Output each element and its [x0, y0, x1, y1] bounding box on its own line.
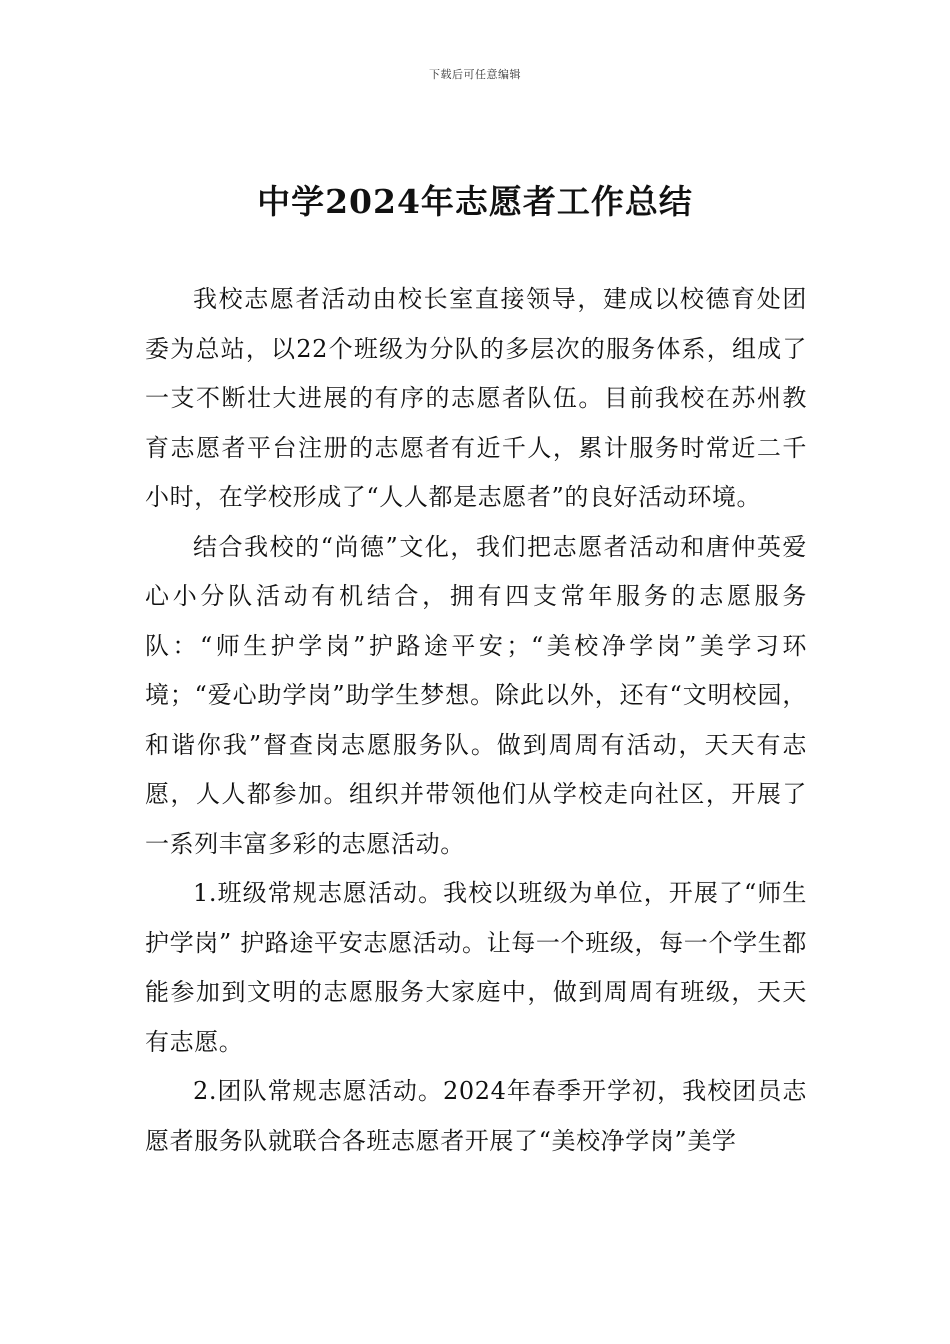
page-header-note: 下载后可任意编辑 [429, 68, 521, 81]
document-body [145, 275, 807, 1166]
paragraph-team-activities: 2.团队常规志愿活动。2024年春季开学初，我校团员志愿者服务队就联合各班志愿者开展了“美校净学岗”美学 [145, 1077, 807, 1155]
paragraph-intro: 我校志愿者活动由校长室直接领导，建成以校德育处团委为总站，以22个班级为分队的多层次的服务体系，组成了一支不断壮大进展的有序的志愿者队伍。目前我校在苏州教育志愿者平台注册的志愿者有近千人，累计服务时常近二千小时，在学校形成了“人人都是志愿者”的良好活动环境。 [145, 285, 807, 511]
paragraph-culture: 结合我校的“尚德”文化，我们把志愿者活动和唐仲英爱心小分队活动有机结合，拥有四支常年服务的志愿服务队：“师生护学岗”护路途平安；“美校净学岗”美学习环境；“爱心助学岗”助学生梦想。除此以外，还有“文明校园，和谐你我”督查岗志愿服务队。做到周周有活动，天天有志愿，人人都参加。组织并带领他们从学校走向社区，开展了一系列丰富多彩的志愿活动。 [145, 532, 807, 858]
document-title: 中学2024年志愿者工作总结 [257, 182, 693, 221]
paragraph-class-activities: 1.班级常规志愿活动。我校以班级为单位，开展了“师生护学岗” 护路途平安志愿活动。让每一个班级，每一个学生都能参加到文明的志愿服务大家庭中，做到周周有班级，天天有志愿。 [145, 879, 807, 1056]
